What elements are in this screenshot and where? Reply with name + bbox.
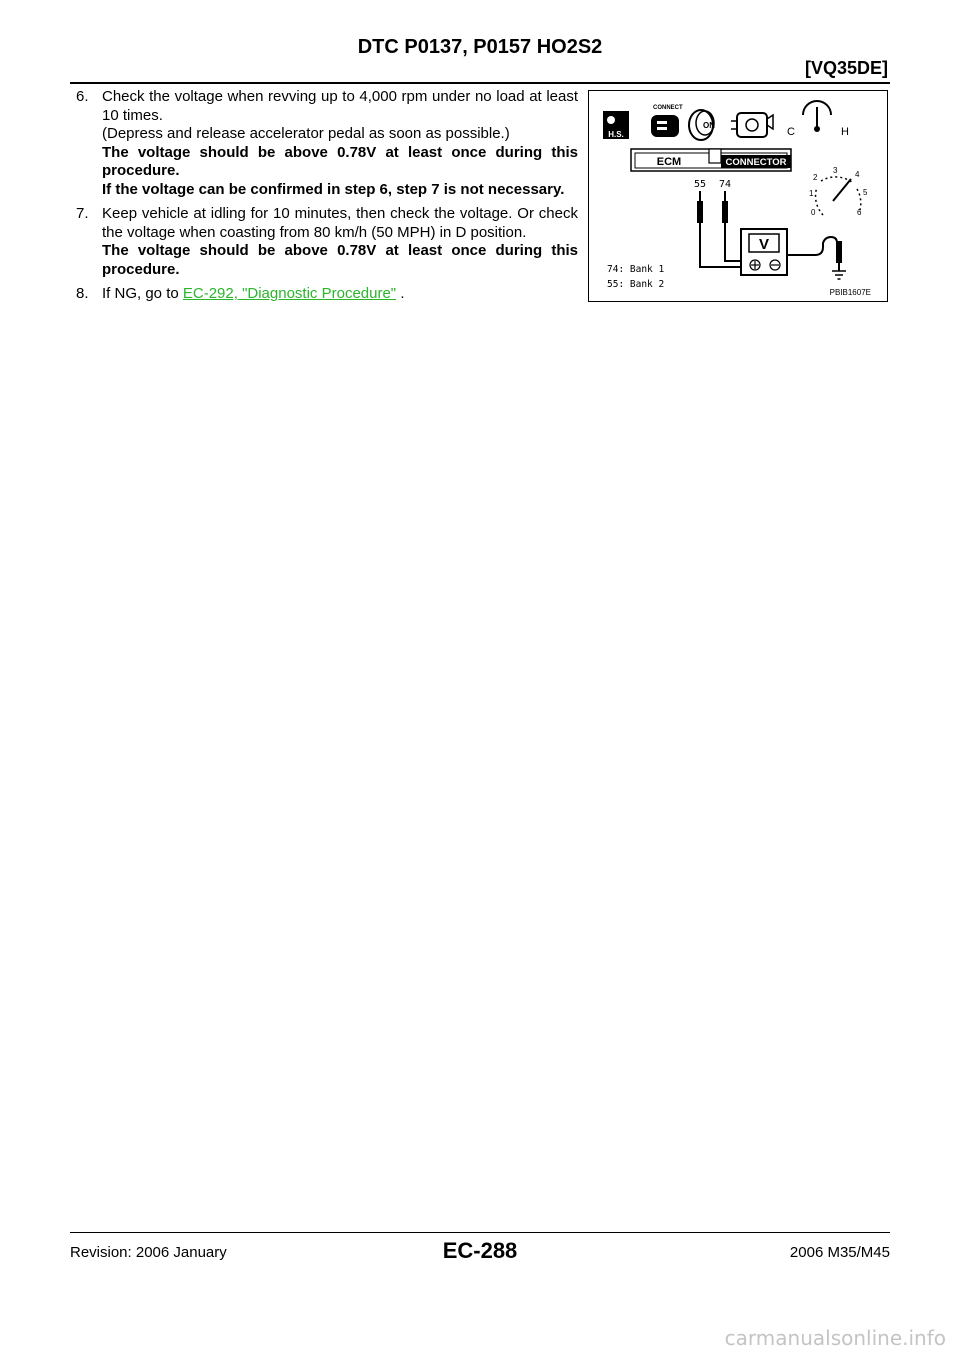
on-label: ON (703, 121, 715, 130)
step-requirement: The voltage should be above 0.78V at least once during this procedure. (102, 143, 578, 179)
footer-rule (70, 1232, 890, 1233)
voltmeter-label: V (758, 236, 770, 253)
step-text-after: . (400, 285, 405, 302)
step-text: Check the voltage when revving up to 4,000 rpm under no load at least 10 times. (102, 88, 578, 124)
step-number: 8. (76, 285, 89, 302)
connect-icon (651, 105, 683, 137)
ignition-key-icon (689, 110, 715, 140)
step-text-before: If NG, go to (102, 285, 179, 302)
step-number: 7. (76, 205, 89, 222)
diagnostic-procedure-link[interactable]: EC-292, "Diagnostic Procedure" (182, 285, 397, 302)
watermark: carmanualsonline.info (724, 1326, 946, 1350)
step-text (102, 285, 578, 304)
bank1-label: 74: Bank 1 (607, 264, 665, 275)
hs-label: H.S. (608, 130, 624, 139)
page-number: EC-288 (442, 1238, 518, 1263)
step-7 (76, 205, 578, 279)
voltmeter (741, 229, 846, 279)
temp-cold-label: C (787, 126, 795, 138)
tach-mark-0: 0 (811, 208, 816, 217)
ecm-connector (631, 149, 791, 171)
voltage-check-figure (588, 90, 888, 302)
tach-mark-1: 1 (809, 189, 814, 198)
connect-label: CONNECT (653, 105, 683, 111)
engine-tag: [VQ35DE] (804, 58, 888, 78)
procedure-steps (76, 88, 578, 310)
step-requirement: The voltage should be above 0.78V at least once during this procedure. (102, 242, 578, 278)
hs-icon (603, 111, 629, 139)
vehicle-model: 2006 M35/M45 (789, 1244, 890, 1261)
connector-label: CONNECTOR (725, 157, 787, 168)
figure-id: PBIB1607E (829, 288, 871, 297)
revision-date: Revision: 2006 January (70, 1244, 227, 1261)
tach-mark-2: 2 (813, 173, 818, 182)
tach-mark-3: 3 (833, 166, 838, 175)
step-number: 6. (76, 88, 89, 105)
tach-mark-4: 4 (855, 170, 860, 179)
tach-mark-5: 5 (863, 188, 868, 197)
step-text: Keep vehicle at idling for 10 minutes, then check the voltage. Or check the voltage when coasting from 80 km/h (50 MPH) in D position. (102, 205, 578, 241)
step-8 (76, 285, 578, 304)
header-rule (70, 82, 890, 84)
wiring-diagram (589, 91, 887, 301)
pin-74-label: 74 (718, 179, 732, 190)
ecm-label: ECM (656, 156, 682, 168)
step-requirement-note: If the voltage can be confirmed in step 6, step 7 is not necessary. (102, 180, 565, 198)
page-title: DTC P0137, P0157 HO2S2 (357, 36, 603, 58)
temp-hot-label: H (841, 126, 849, 138)
bank2-label: 55: Bank 2 (607, 279, 665, 290)
tach-mark-6: 6 (857, 208, 862, 217)
pin-55-label: 55 (693, 179, 707, 190)
step-note: (Depress and release accelerator pedal as soon as possible.) (102, 125, 510, 142)
temperature-gauge-icon (787, 101, 849, 138)
engine-running-icon (731, 113, 773, 137)
tachometer-icon (809, 166, 868, 217)
step-6 (76, 88, 578, 199)
